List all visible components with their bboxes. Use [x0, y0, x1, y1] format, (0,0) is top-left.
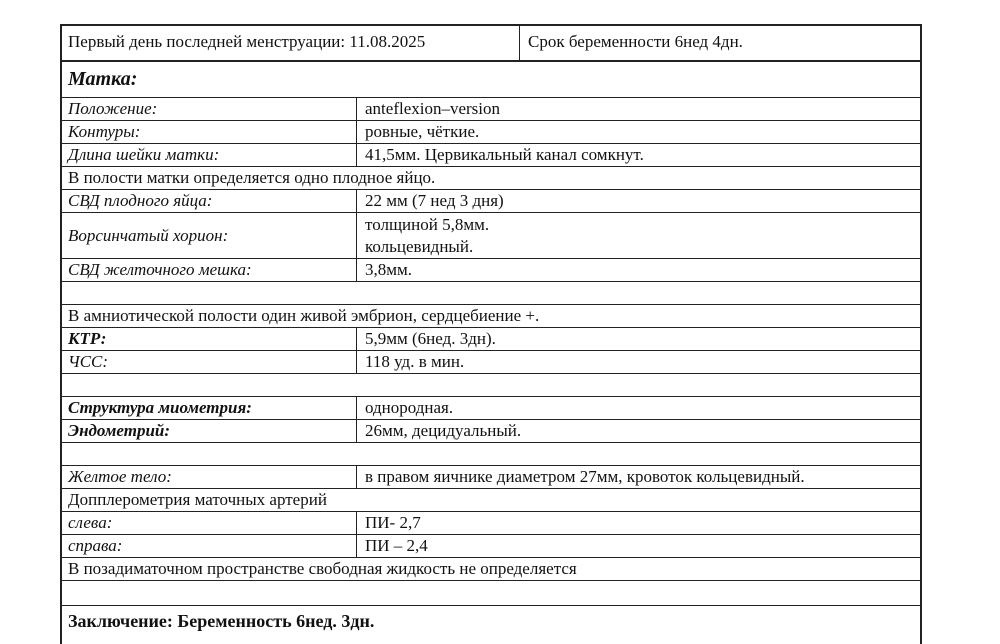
ktr-value: 5,9мм (6нед. 3дн). [365, 329, 496, 348]
endometrium-value: 26мм, децидуальный. [365, 421, 522, 440]
table-row [60, 535, 922, 558]
uterus-title-row [60, 62, 922, 98]
svd-egg-label: СВД плодного яйца: [60, 190, 357, 212]
empty-row [60, 443, 922, 466]
left-artery-value: ПИ- 2,7 [365, 513, 421, 532]
table-row [60, 259, 922, 282]
table-row [60, 144, 922, 167]
cavity-text: В полости матки определяется одно плодное яйцо. [68, 168, 436, 187]
empty-row [60, 282, 922, 305]
table-row [60, 305, 922, 328]
fluid-text: В позадиматочном пространстве свободная жидкость не определяется [68, 559, 577, 578]
myometrium-value: однородная. [365, 398, 454, 417]
cervix-value: 41,5мм. Цервикальный канал сомкнут. [365, 145, 644, 164]
table-row [60, 397, 922, 420]
contours-value: ровные, чёткие. [365, 122, 480, 141]
svd-yolk-label: СВД желточного мешка: [60, 259, 357, 281]
table-row [60, 351, 922, 374]
cervix-label: Длина шейки матки: [60, 144, 357, 166]
contours-label: Контуры: [60, 121, 357, 143]
table-row [60, 213, 922, 259]
chorion-label: Ворсинчатый хорион: [60, 213, 357, 258]
corpus-luteum-label: Желтое тело: [60, 466, 357, 488]
table-row [60, 190, 922, 213]
table-row [60, 466, 922, 489]
table-row [60, 420, 922, 443]
chorion-value-line1: толщиной 5,8мм. [365, 214, 490, 234]
table-row [60, 328, 922, 351]
chorion-value [357, 213, 922, 258]
ktr-label: КТР: [60, 328, 357, 350]
chorion-value-line2: кольцевидный. [365, 236, 474, 256]
amniotic-text: В амниотической полости один живой эмбрион, сердцебиение +. [68, 306, 540, 325]
table-row [60, 121, 922, 144]
corpus-luteum-value: в правом яичнике диаметром 27мм, кровоток кольцевидный. [365, 467, 805, 486]
hr-label: ЧСС: [60, 351, 357, 373]
hr-value: 118 уд. в мин. [365, 352, 465, 371]
header-row [60, 24, 922, 62]
svd-egg-value: 22 мм (7 нед 3 дня) [365, 191, 504, 210]
right-artery-label: справа: [60, 535, 357, 557]
doppler-text: Допплерометрия маточных артерий [68, 490, 327, 509]
position-value: anteflexion–version [365, 99, 501, 118]
table-row [60, 512, 922, 535]
position-label: Положение: [60, 98, 357, 120]
lmp-text: Первый день последней менструации: 11.08.2025 [60, 24, 520, 60]
table-row [60, 558, 922, 581]
right-artery-value: ПИ – 2,4 [365, 536, 428, 555]
myometrium-label: Структура миометрия: [60, 397, 357, 419]
endometrium-label: Эндометрий: [60, 420, 357, 442]
table-row [60, 98, 922, 121]
empty-row [60, 581, 922, 606]
empty-row [60, 374, 922, 397]
term-text: Срок беременности 6нед 4дн. [528, 32, 743, 51]
table-row [60, 489, 922, 512]
svd-yolk-value: 3,8мм. [365, 260, 413, 279]
left-artery-label: слева: [60, 512, 357, 534]
uterus-title: Матка: [68, 68, 138, 90]
conclusion-text: Заключение: Беременность 6нед. 3дн. [68, 610, 375, 631]
table-row [60, 167, 922, 190]
